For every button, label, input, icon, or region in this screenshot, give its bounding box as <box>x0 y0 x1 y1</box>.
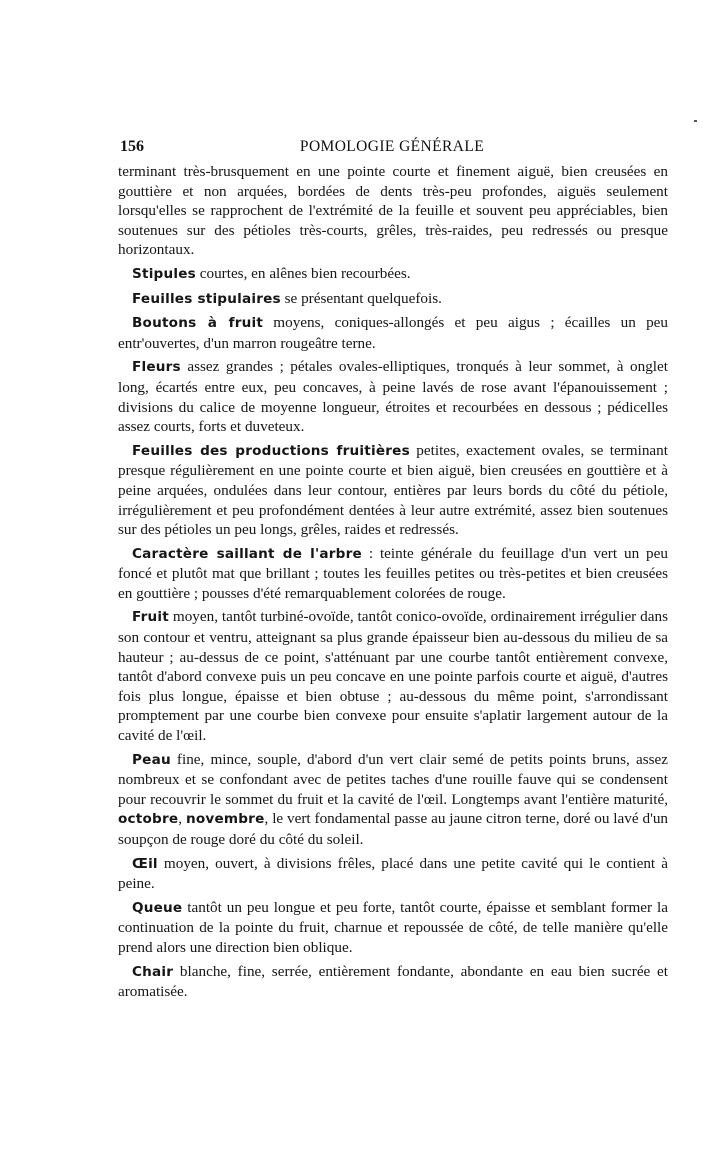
term-heading: Feuilles stipulaires <box>132 290 281 307</box>
term-heading: Feuilles des productions fruitières <box>132 442 410 459</box>
paragraph-text: : teinte générale du feuillage d'un vert un peu foncé et plutôt mat que brillant ; toutes les feuilles petites ou très-petites et bien creusées en gouttière ; pousses d'été remarquablement colorées de rouge. <box>118 544 668 602</box>
paragraph-chair <box>118 962 668 1002</box>
paragraph-fleurs <box>118 357 668 436</box>
paragraph-peau <box>118 750 668 850</box>
paragraph-oeil <box>118 854 668 894</box>
paragraph-queue <box>118 898 668 958</box>
paragraph-text: se présentant quelquefois. <box>280 289 442 307</box>
term-heading: Œil <box>132 855 158 872</box>
page-body <box>118 162 668 1006</box>
running-title: POMOLOGIE GÉNÉRALE <box>299 138 485 155</box>
paragraph-text: assez grandes ; pétales ovales-elliptiques, tronqués à leur sommet, à onglet long, écartés entre eux, peu concaves, à peine lavés de rose avant l'épanouissement ; divisions du calice de moyenne longueur, étroites et recourbées en dessous ; pédicelles assez courts, forts et duveteux. <box>118 358 668 436</box>
paragraph-text: moyen, ouvert, à divisions frêles, placé dans une petite cavité qui le contient à peine. <box>118 854 668 893</box>
term-heading: Caractère saillant de l'arbre <box>132 545 362 562</box>
paragraph-text: terminant très-brusquement en une pointe courte et finement aiguë, bien creusées en gouttière et non arquées, bordées de dents très-peu profondes, aiguës seulement lorsqu'elles se rapprochent de l'extrémité de la feuille et souvent peu appréciables, bien soutenues sur des pétioles très-courts, grêles, très-raides, peu redressés ou presque horizontaux. <box>118 163 668 259</box>
paragraph-text: blanche, fine, serrée, entièrement fondante, abondante en eau bien sucrée et aromatisée. <box>118 962 668 1001</box>
paragraph-text: petites, exactement ovales, se terminant presque régulièrement en une pointe courte et bien aiguë, bien creusées en gouttière et à peine arquées, ondulées dans leur contour, entières par leurs bords du côté du pétiole, irrégulièrement et peu profondément dentées à leur autre extrémité, assez bien soutenues sur des pétioles un peu longs, grêles, raides et redressés. <box>118 441 668 539</box>
paragraph-text: , le vert fondamental passe au jaune citron terne, doré ou lavé d'un soupçon de rouge doré du côté du soleil. <box>118 810 669 848</box>
paragraph-fruit <box>118 607 668 745</box>
paragraph-continuation <box>118 162 668 260</box>
paragraph-text: tantôt un peu longue et peu forte, tantôt courte, épaisse et semblant former la continuation de la pointe du fruit, charnue et repoussée de côté, de telle manière qu'elle prend alors une direction bien oblique. <box>118 898 668 956</box>
paragraph-text: moyens, coniques-allongés et peu aigus ; écailles un peu entr'ouvertes, d'un marron rougeâtre terne. <box>118 314 669 352</box>
term-heading: Stipules <box>132 265 196 282</box>
scan-speck <box>694 120 697 122</box>
page-number: 156 <box>120 138 144 155</box>
term-heading: Peau <box>132 751 171 768</box>
paragraph-text: , <box>178 810 186 828</box>
term-heading: Fruit <box>132 609 169 626</box>
term-heading: Chair <box>132 963 174 980</box>
term-heading: Boutons à fruit <box>132 315 264 332</box>
term-month-october: octobre <box>118 811 179 828</box>
paragraph-text: moyen, tantôt turbiné-ovoïde, tantôt conico-ovoïde, ordinairement irrégulier dans son contour et ventru, atteignant sa plus grande épaisseur bien au-dessous du milieu de sa hauteur ; au-dessus de ce point, s'atténuant par une courbe tantôt entièrement convexe, tantôt d'abord convexe puis un peu concave en une pointe parfois courte et aiguë, d'autres fois plus longue, épaisse et bien obtuse ; au-dessous du même point, s'arrondissant promptement par une courbe bien convexe pour ensuite s'aplatir largement autour de la cavité de l'œil. <box>118 608 668 745</box>
paragraph-stipules <box>118 264 668 285</box>
paragraph-text: courtes, en alênes bien recourbées. <box>195 264 411 282</box>
paragraph-caractere <box>118 544 668 604</box>
paragraph-feuilles-productions <box>118 441 668 540</box>
paragraph-feuilles-stipulaires <box>118 289 668 310</box>
paragraph-text: fine, mince, souple, d'abord d'un vert clair semé de petits points bruns, assez nombreux et se confondant avec de petites taches d'une rouille fauve qui se condensent pour recouvrir le sommet du fruit et la cavité de l'œil. Longtemps avant l'entière maturité, <box>118 750 668 808</box>
term-heading: Queue <box>132 899 183 916</box>
paragraph-boutons <box>118 313 668 353</box>
term-month-november: novembre <box>185 811 265 828</box>
term-heading: Fleurs <box>132 359 181 376</box>
page-header <box>118 138 666 160</box>
